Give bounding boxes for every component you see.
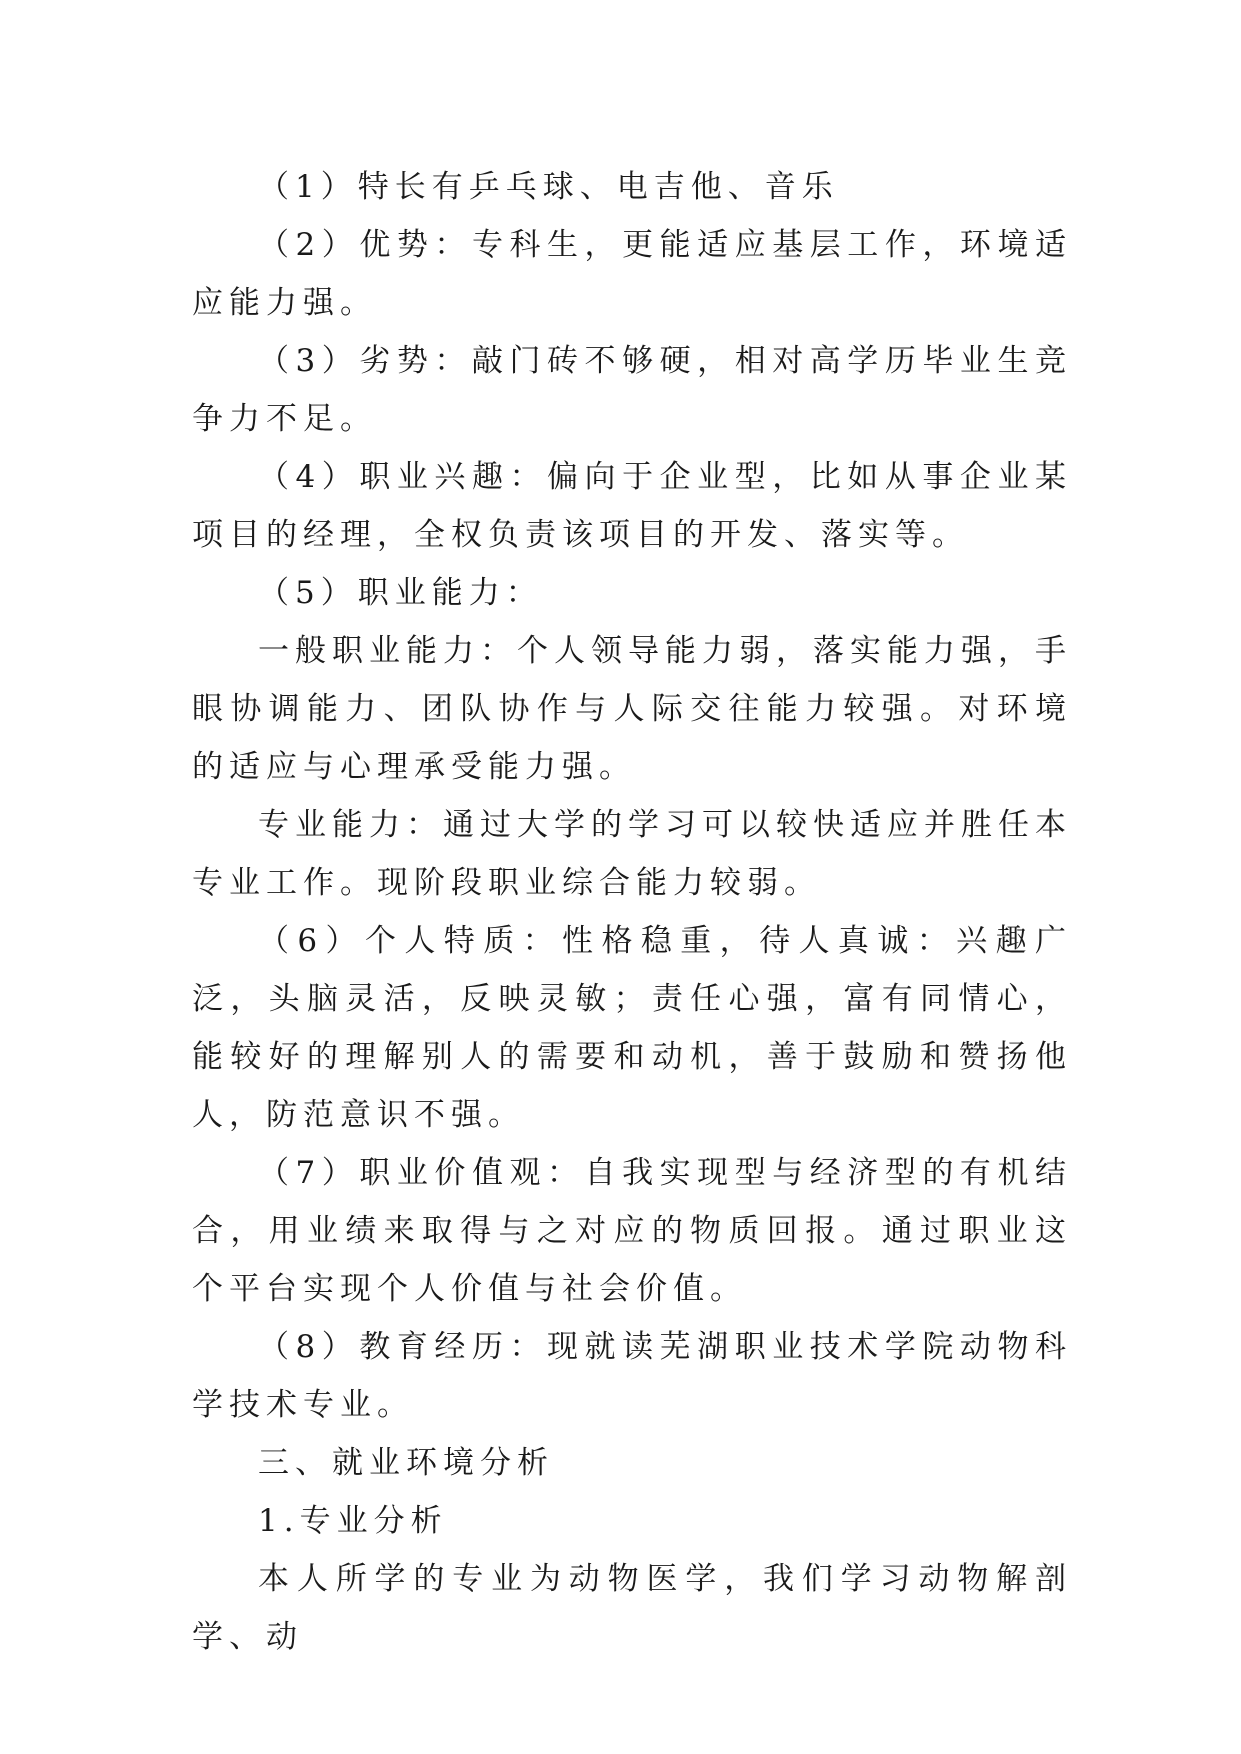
paragraph-major-description: 本人所学的专业为动物医学，我们学习动物解剖学、动 — [192, 1561, 1072, 1655]
paragraph-personal-traits: （6）个人特质：性格稳重，待人真诚：兴趣广泛，头脑灵活，反映灵敏；责任心强，富有同情心，能较好的理解别人的需要和动机，善于鼓励和赞扬他人，防范意识不强。 — [192, 923, 1072, 1133]
subsection-heading-major-analysis: 1.专业分析 — [258, 1503, 448, 1539]
paragraph-weaknesses: （3）劣势：敲门砖不够硬，相对高学历毕业生竞争力不足。 — [192, 343, 1072, 437]
document-body — [192, 158, 1072, 1666]
paragraph-career-ability-heading: （5）职业能力： — [258, 575, 543, 611]
paragraph-education: （8）教育经历：现就读芜湖职业技术学院动物科学技术专业。 — [192, 1329, 1072, 1423]
paragraph-strengths: （2）优势：专科生，更能适应基层工作，环境适应能力强。 — [192, 227, 1072, 321]
paragraph-specialty: （1）特长有乒乓球、电吉他、音乐 — [258, 169, 839, 205]
section-heading-employment-environment: 三、就业环境分析 — [258, 1445, 554, 1481]
paragraph-professional-ability: 专业能力：通过大学的学习可以较快适应并胜任本专业工作。现阶段职业综合能力较弱。 — [192, 807, 1072, 901]
paragraph-general-ability: 一般职业能力：个人领导能力弱，落实能力强，手眼协调能力、团队协作与人际交往能力较强。对环境的适应与心理承受能力强。 — [192, 633, 1072, 785]
paragraph-career-interest: （4）职业兴趣：偏向于企业型，比如从事企业某项目的经理，全权负责该项目的开发、落实等。 — [192, 459, 1072, 553]
paragraph-career-values: （7）职业价值观：自我实现型与经济型的有机结合，用业绩来取得与之对应的物质回报。通过职业这个平台实现个人价值与社会价值。 — [192, 1155, 1072, 1307]
